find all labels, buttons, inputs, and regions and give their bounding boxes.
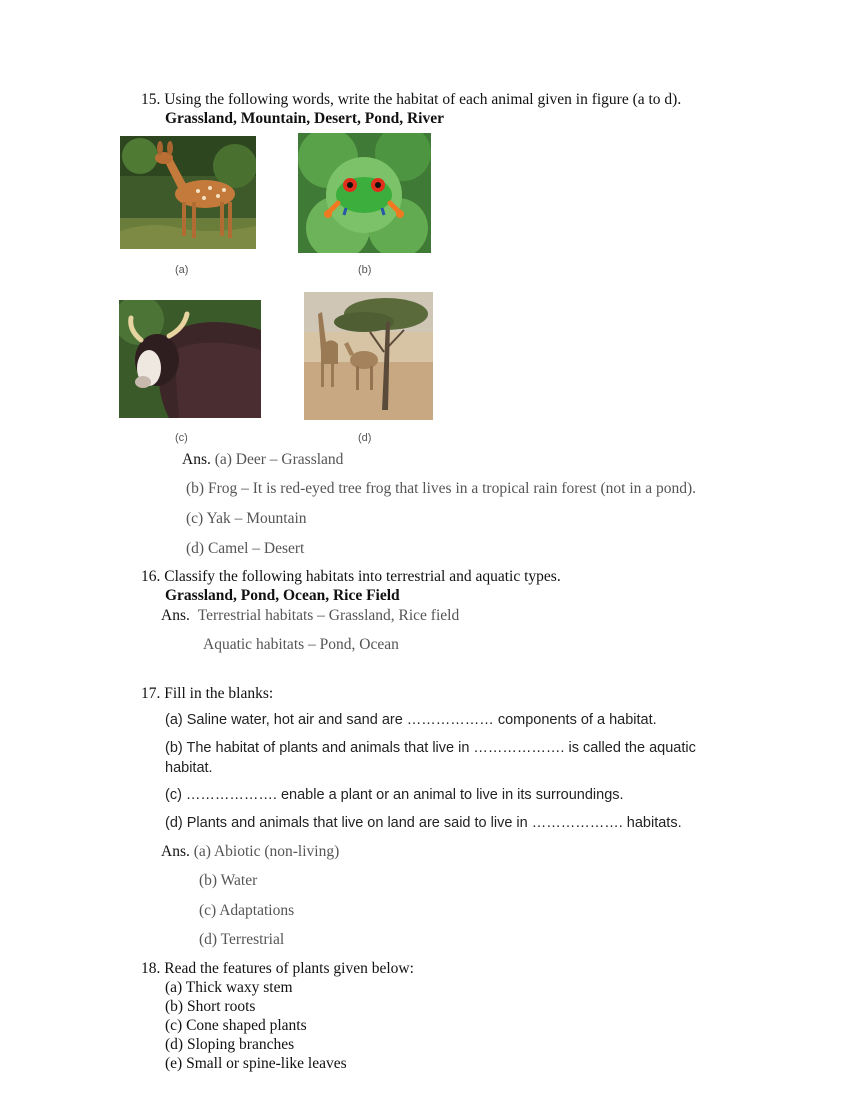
yak-photo (119, 300, 261, 418)
q15-answer-c: (c) Yak – Mountain (186, 510, 307, 527)
figure-caption-d: (d) (358, 432, 372, 444)
answer-text: Terrestrial habitats – Grassland, Rice field (197, 607, 460, 624)
q15-question: 15. Using the following words, write the habitat of each animal given in figure (a to d). (141, 91, 682, 108)
q17-question: 17. Fill in the blanks: (141, 685, 274, 702)
ans-label: Ans. (182, 451, 211, 468)
figure-caption-c: (c) (175, 432, 188, 444)
q17-blank-d: (d) Plants and animals that live on land are said to live in ………………. habitats. (165, 815, 682, 831)
q16-answer-aquatic: Aquatic habitats – Pond, Ocean (203, 636, 399, 653)
q18-feature-b: (b) Short roots (165, 998, 256, 1015)
ans-label: Ans. (161, 607, 190, 624)
camels-photo (304, 292, 433, 420)
q15-answer-d: (d) Camel – Desert (186, 540, 305, 557)
q17-blank-b: (b) The habitat of plants and animals that live in ………………. is called the aquatic (165, 740, 696, 756)
ans-label: Ans. (161, 843, 190, 860)
answer-text: (a) Abiotic (non-living) (193, 843, 340, 860)
q17-blank-c: (c) ………………. enable a plant or an animal to live in its surroundings. (165, 787, 624, 803)
red-eyed-tree-frog-photo (298, 133, 431, 253)
q17-answer-a (161, 843, 339, 861)
deer-photo (120, 136, 256, 249)
q18-question: 18. Read the features of plants given below: (141, 960, 414, 977)
q15-answer-b: (b) Frog – It is red-eyed tree frog that lives in a tropical rain forest (not in a pond). (186, 480, 697, 497)
q17-blank-b-continued: habitat. (165, 760, 213, 776)
q18-feature-e: (e) Small or spine-like leaves (165, 1055, 347, 1072)
q18-feature-c: (c) Cone shaped plants (165, 1017, 307, 1034)
q17-answer-d: (d) Terrestrial (199, 931, 285, 948)
q16-answer-terrestrial (161, 607, 459, 625)
q15-word-list: Grassland, Mountain, Desert, Pond, River (165, 110, 444, 127)
q18-feature-a: (a) Thick waxy stem (165, 979, 293, 996)
q16-question: 16. Classify the following habitats into terrestrial and aquatic types. (141, 568, 561, 585)
q17-blank-a: (a) Saline water, hot air and sand are ……………… components of a habitat. (165, 712, 657, 728)
q16-word-list: Grassland, Pond, Ocean, Rice Field (165, 587, 400, 604)
figure-caption-a: (a) (175, 264, 189, 276)
q17-answer-c: (c) Adaptations (199, 902, 295, 919)
q18-feature-d: (d) Sloping branches (165, 1036, 295, 1053)
answer-text: (a) Deer – Grassland (214, 451, 344, 468)
q17-answer-b: (b) Water (199, 872, 258, 889)
q15-answer-a (182, 451, 343, 469)
figure-caption-b: (b) (358, 264, 372, 276)
